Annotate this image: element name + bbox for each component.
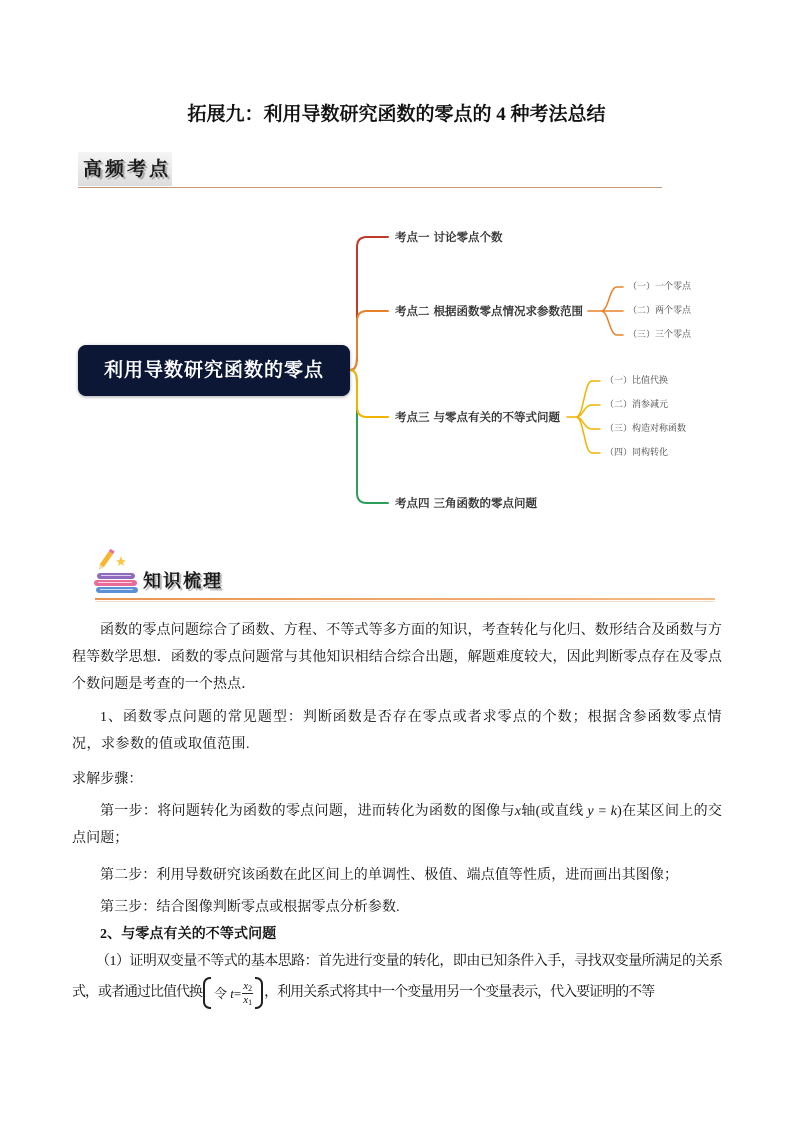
step-2-paragraph: 第二步：利用导数研究该函数在此区间上的单调性、极值、端点值等性质，进而画出其图像； xyxy=(100,868,679,883)
section-divider-shadow xyxy=(95,601,715,602)
topic-4: 考点四 三角函数的零点问题 xyxy=(395,496,538,510)
topic-1: 考点一 讨论零点个数 xyxy=(395,230,503,244)
item-2-1-paragraph xyxy=(72,948,722,1011)
mind-map xyxy=(70,220,710,520)
subtopic-3-4: （四）同构转化 xyxy=(605,448,669,458)
fraction-numerator xyxy=(242,980,253,994)
left-bracket xyxy=(203,977,211,1009)
section-header-knowledge: 知识梳理 xyxy=(143,571,223,592)
formula-variable: t xyxy=(230,985,234,1001)
step-1-x-variable: x xyxy=(514,804,522,819)
item-2-heading: 2、与零点有关的不等式问题 xyxy=(100,927,277,942)
section-header-high-frequency xyxy=(78,152,172,186)
step-1-text-a: 第一步：将问题转化为函数的零点问题，进而转化为函数的图像与 xyxy=(100,804,515,819)
formula-equals: = xyxy=(233,985,242,1001)
formula-let: 令 xyxy=(214,985,228,1001)
subtopic-3-3: （三）构造对称函数 xyxy=(605,424,687,434)
page-title: 拓展九：利用导数研究函数的零点的 4 种考法总结 xyxy=(187,104,606,125)
section-header-label: 高频考点 xyxy=(83,158,172,180)
denominator-subscript: 1 xyxy=(248,997,253,1007)
right-bracket xyxy=(255,977,263,1009)
numerator-subscript: 2 xyxy=(248,983,253,993)
branch-line-topic-2 xyxy=(350,311,388,370)
subtopic-2-1: （一）一个零点 xyxy=(628,282,692,292)
steps-heading: 求解步骤： xyxy=(72,772,143,787)
section-divider xyxy=(95,598,715,600)
knowledge-body xyxy=(72,617,722,1011)
step-1-text-b: 轴(或直线 xyxy=(521,804,584,819)
sub-bracket-topic-2 xyxy=(588,287,623,335)
denominator-variable: x xyxy=(243,993,249,1006)
topic-3: 考点三 与零点有关的不等式问题 xyxy=(395,410,561,424)
item-2-1-text-b: ，利用关系式将其中一个变量用另一个变量表示，代入要证明的不等 xyxy=(264,985,655,1001)
topic-2: 考点二 根据函数零点情况求参数范围 xyxy=(395,304,584,318)
item-2-1-text-a: （1）证明双变量不等式的基本思路：首先进行变量的转化，即由已知条件入手，寻找双变量所满足的关系式，或者通过比值代换 xyxy=(72,954,722,1001)
sub-bracket-topic-3 xyxy=(567,381,600,453)
step-1-text-c: )在某区间上的交点问题； xyxy=(72,804,722,846)
fraction xyxy=(242,980,253,1007)
subtopic-3-2: （二）消参减元 xyxy=(605,400,669,410)
mind-map-root: 利用导数研究函数的零点 xyxy=(78,345,350,396)
step-3-paragraph: 第三步：结合图像判断零点或根据零点分析参数. xyxy=(100,900,400,915)
branch-line-topic-3 xyxy=(350,370,388,417)
numerator-variable: x xyxy=(243,979,249,992)
step-1-equation: y = k xyxy=(587,804,618,819)
fraction-denominator xyxy=(242,994,253,1007)
subtopic-3-1: （一）比值代换 xyxy=(605,376,669,386)
subtopic-2-2: （二）两个零点 xyxy=(628,306,692,316)
books-pencil-icon xyxy=(93,548,143,598)
section-divider xyxy=(78,187,662,188)
branch-line-topic-4 xyxy=(350,370,388,503)
ratio-substitution-formula xyxy=(203,978,263,1008)
step-1-paragraph xyxy=(72,798,722,852)
item-1-paragraph: 1、函数零点问题的常见题型：判断函数是否存在零点或者求零点的个数；根据含参函数零点情况，求参数的值或取值范围. xyxy=(72,710,722,752)
subtopic-2-3: （三）三个零点 xyxy=(628,330,692,340)
branch-line-topic-1 xyxy=(350,237,388,370)
intro-paragraph: 函数的零点问题综合了函数、方程、不等式等多方面的知识，考查转化与化归、数形结合及函数与方程等数学思想．函数的零点问题常与其他知识相结合综合出题，解题难度较大，因此判断零点存在及零点个数问题是考查的一个热点． xyxy=(72,623,722,692)
